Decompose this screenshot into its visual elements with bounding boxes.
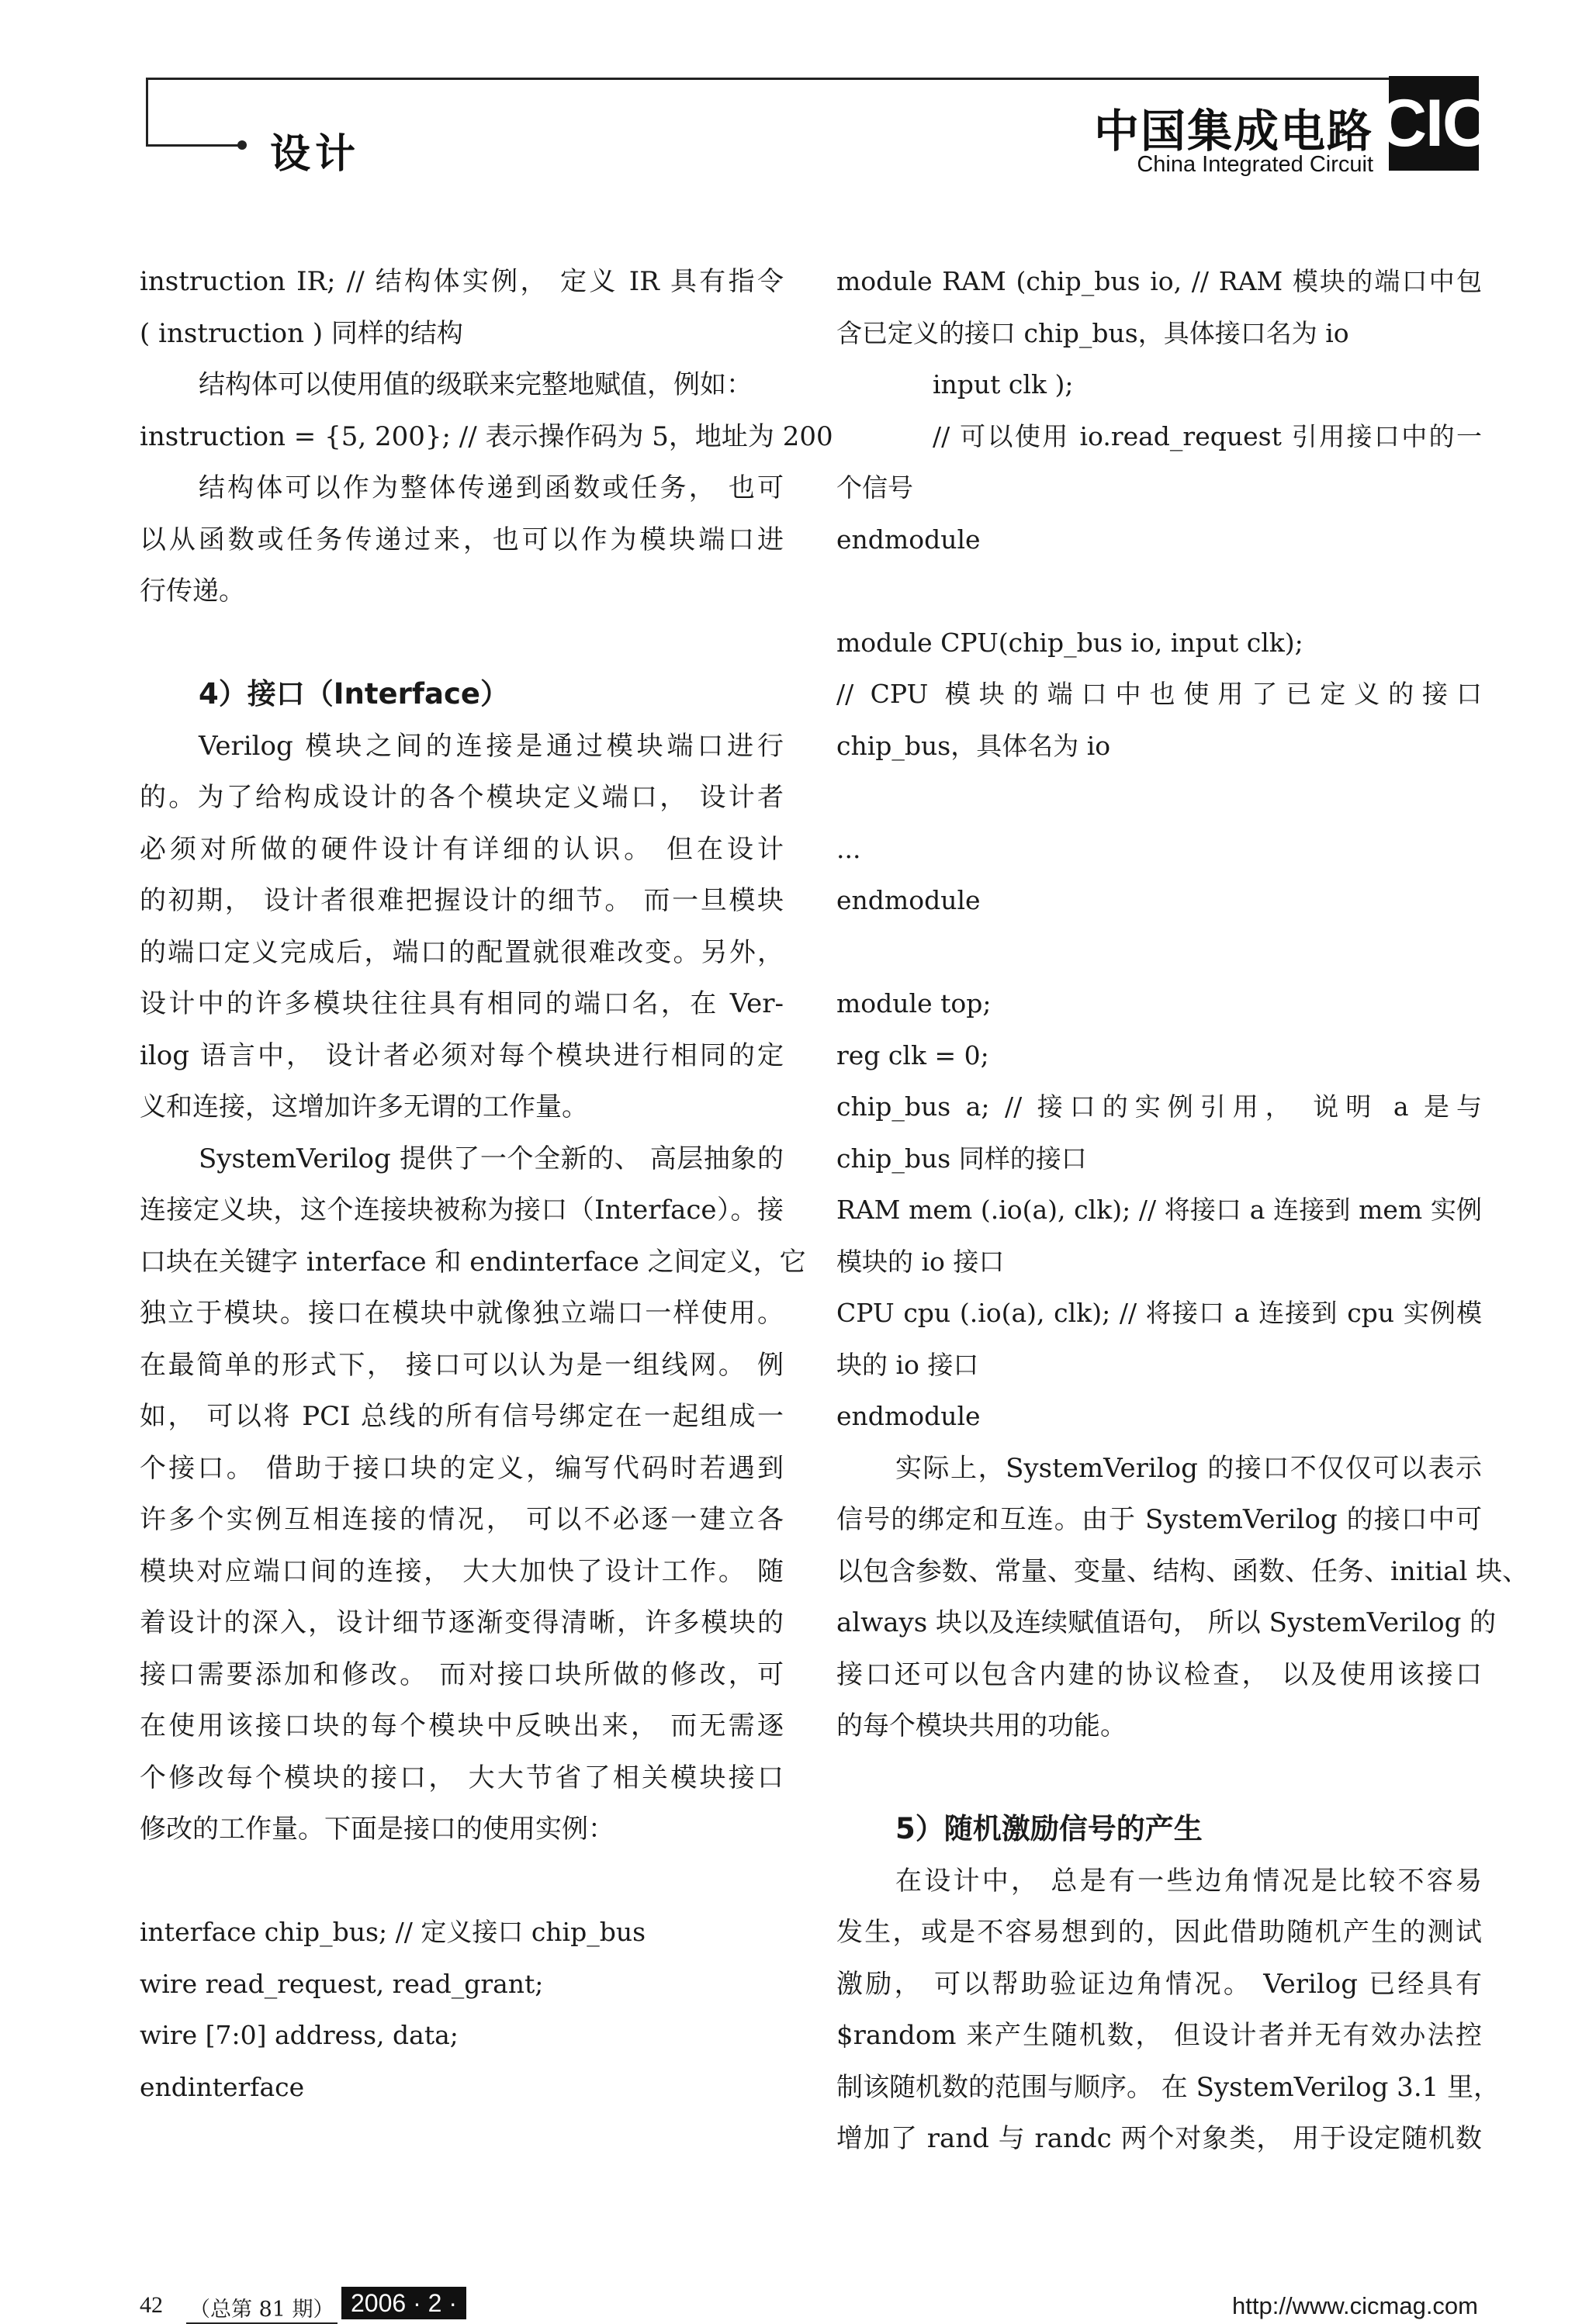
text-line: 块的 io 接口 bbox=[836, 1349, 979, 1380]
text-line: 含已定义的接口 chip_bus，具体接口名为 io bbox=[836, 317, 1349, 348]
text-line: $random 来产生随机数， 但设计者并无有效办法控 bbox=[836, 2020, 1482, 2051]
page-number: 42 bbox=[140, 2292, 163, 2318]
text-line: 增加了 rand 与 randc 两个对象类， 用于设定随机数 bbox=[836, 2123, 1482, 2154]
magazine-logo: CIC bbox=[1389, 76, 1479, 171]
text-line: endmodule bbox=[836, 524, 981, 555]
text-line: chip_bus a; // 接口的实例引用， 说明 a 是与 bbox=[836, 1091, 1482, 1122]
text-line: 模块的 io 接口 bbox=[836, 1246, 1005, 1277]
spacer bbox=[836, 927, 1482, 979]
text-line: ilog 语言中， 设计者必须对每个模块进行相同的定 bbox=[140, 1039, 784, 1071]
text-line: module CPU(chip_bus io, input clk); bbox=[836, 627, 1303, 658]
text-line: 行传递。 bbox=[140, 576, 245, 607]
year-issue-badge: 2006 · 2 · bbox=[341, 2287, 466, 2319]
text-line: 设计中的许多模块往往具有相同的端口名，在 Ver- bbox=[140, 988, 784, 1019]
left-column bbox=[140, 256, 833, 2113]
text-line: ... bbox=[836, 833, 861, 864]
text-line: 连接定义块，这个连接块被称为接口（Interface）。接 bbox=[140, 1195, 784, 1226]
text-line: 以从函数或任务传递过来，也可以作为模块端口进 bbox=[140, 524, 784, 555]
text-line: endinterface bbox=[140, 2071, 305, 2102]
text-line: 的初期， 设计者很难把握设计的细节。 而一旦模块 bbox=[140, 885, 784, 916]
spacer bbox=[836, 1752, 1482, 1804]
section-title: 设计 bbox=[270, 131, 361, 178]
text-line: 个接口。 借助于接口块的定义，编写代码时若遇到 bbox=[140, 1452, 784, 1484]
text-line: interface chip_bus; // 定义接口 chip_bus bbox=[140, 1917, 646, 1947]
header-bullet-icon bbox=[237, 140, 247, 150]
text-line: // CPU 模块的端口中也使用了已定义的接口 bbox=[836, 679, 1482, 709]
text-line: Verilog 模块之间的连接是通过模块端口进行 bbox=[199, 730, 784, 762]
text-line: 的每个模块共用的功能。 bbox=[836, 1710, 1127, 1741]
text-line: 的端口定义完成后，端口的配置就很难改变。另外， bbox=[140, 936, 784, 968]
text-line: module top; bbox=[836, 988, 992, 1018]
website-url[interactable]: http://www.cicmag.com bbox=[1232, 2292, 1478, 2319]
text-line: 义和连接，这增加许多无谓的工作量。 bbox=[140, 1091, 588, 1122]
text-line: 以包含参数、常量、变量、结构、函数、任务、initial 块、 bbox=[836, 1555, 1529, 1587]
magazine-title-cn: 中国集成电路 bbox=[1093, 105, 1373, 157]
text-line: reg clk = 0; bbox=[836, 1039, 989, 1070]
spacer bbox=[836, 565, 1482, 617]
text-line: 接口需要添加和修改。 而对接口块所做的修改，可 bbox=[140, 1658, 784, 1690]
text-line: 个修改每个模块的接口， 大大节省了相关模块接口 bbox=[140, 1762, 784, 1793]
text-line: 信号的绑定和互连。由于 SystemVerilog 的接口中可 bbox=[836, 1504, 1482, 1535]
text-line: wire [7:0] address, data; bbox=[140, 2020, 459, 2050]
text-line: chip_bus 同样的接口 bbox=[836, 1143, 1087, 1174]
text-line: 的。为了给构成设计的各个模块定义端口， 设计者 bbox=[140, 782, 784, 813]
text-line: 实际上，SystemVerilog 的接口不仅仅可以表示 bbox=[895, 1452, 1482, 1484]
text-line: 在使用该接口块的每个模块中反映出来， 而无需逐 bbox=[140, 1710, 784, 1741]
text-line: instruction IR; // 结构体实例， 定义 IR 具有指令 bbox=[140, 266, 784, 297]
text-line: 许多个实例互相连接的情况， 可以不必逐一建立各 bbox=[140, 1504, 784, 1535]
section-heading: 5）随机激励信号的产生 bbox=[895, 1812, 1203, 1845]
text-line: 结构体可以使用值的级联来完整地赋值，例如： bbox=[199, 369, 753, 400]
text-line: input clk ); bbox=[933, 369, 1074, 399]
text-line: always 块以及连续赋值语句， 所以 SystemVerilog 的 bbox=[836, 1607, 1497, 1638]
text-line: 在设计中， 总是有一些边角情况是比较不容易 bbox=[895, 1865, 1482, 1897]
issue-number: （总第 81 期） bbox=[186, 2292, 338, 2324]
text-line: instruction = {5, 200}; // 表示操作码为 5，地址为 200 bbox=[140, 420, 833, 452]
text-line: CPU cpu (.io(a), clk); // 将接口 a 连接到 cpu 实例模 bbox=[836, 1298, 1482, 1328]
text-line: 如， 可以将 PCI 总线的所有信号绑定在一起组成一 bbox=[140, 1401, 784, 1432]
text-line: endmodule bbox=[836, 1401, 981, 1431]
spacer bbox=[140, 1855, 784, 1907]
text-line: endmodule bbox=[836, 885, 981, 915]
text-line: 激励， 可以帮助验证边角情况。 Verilog 已经具有 bbox=[836, 1968, 1482, 2000]
text-line: 结构体可以作为整体传递到函数或任务， 也可 bbox=[199, 472, 784, 503]
text-line: 独立于模块。接口在模块中就像独立端口一样使用。 bbox=[140, 1298, 784, 1329]
right-column bbox=[836, 256, 1529, 2165]
magazine-title-en: China Integrated Circuit bbox=[1137, 152, 1373, 177]
text-line: 必须对所做的硬件设计有详细的认识。 但在设计 bbox=[140, 833, 784, 865]
text-line: 制该随机数的范围与顺序。 在 SystemVerilog 3.1 里， bbox=[836, 2071, 1501, 2103]
text-line: SystemVerilog 提供了一个全新的、 高层抽象的 bbox=[199, 1143, 784, 1174]
text-line: module RAM (chip_bus io, // RAM 模块的端口中包 bbox=[836, 266, 1482, 296]
text-line: 在最简单的形式下， 接口可以认为是一组线网。 例 bbox=[140, 1349, 784, 1381]
text-line: RAM mem (.io(a), clk); // 将接口 a 连接到 mem 实例 bbox=[836, 1195, 1482, 1225]
text-line: 修改的工作量。下面是接口的使用实例： bbox=[140, 1814, 614, 1845]
text-line: 着设计的深入，设计细节逐渐变得清晰，许多模块的 bbox=[140, 1607, 784, 1638]
text-line: ( instruction ) 同样的结构 bbox=[140, 317, 463, 349]
spacer bbox=[836, 772, 1482, 824]
text-line: wire read_request, read_grant; bbox=[140, 1968, 544, 1999]
text-line: 接口还可以包含内建的协议检查， 以及使用该接口 bbox=[836, 1658, 1482, 1690]
text-line: // 可以使用 io.read_request 引用接口中的一 bbox=[933, 420, 1482, 451]
text-line: 模块对应端口间的连接， 大大加快了设计工作。 随 bbox=[140, 1555, 784, 1587]
text-line: chip_bus，具体名为 io bbox=[836, 730, 1111, 761]
text-line: 个信号 bbox=[836, 472, 913, 503]
section-heading: 4）接口（Interface） bbox=[199, 677, 509, 711]
text-line: 口块在关键字 interface 和 endinterface 之间定义，它 bbox=[140, 1246, 806, 1278]
header-rule bbox=[146, 144, 239, 147]
spacer bbox=[140, 617, 784, 669]
text-line: 发生，或是不容易想到的，因此借助随机产生的测试 bbox=[836, 1917, 1482, 1948]
